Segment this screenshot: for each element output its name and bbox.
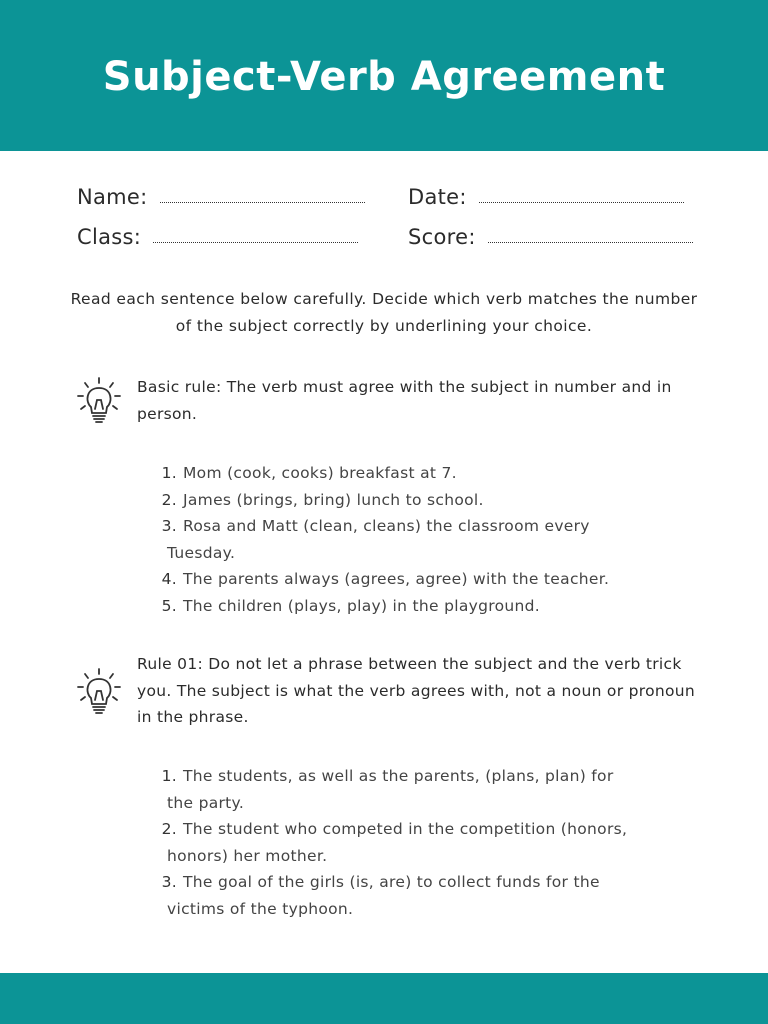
rule-01-text: Rule 01: Do not let a phrase between the subject and the verb trick you. The subject is what the verb agrees with, not a noun or pronoun in the phrase. <box>137 655 696 726</box>
instructions: Read each sentence below carefully. Decide which verb matches the number of the subject correctly by underlining your choice. <box>70 290 698 335</box>
list-item <box>155 460 715 487</box>
list-item <box>155 566 715 593</box>
class-label: Class: <box>77 225 142 249</box>
name-field[interactable] <box>77 185 365 209</box>
score-line[interactable] <box>488 241 693 243</box>
header-banner <box>0 0 768 151</box>
list-item <box>155 513 715 566</box>
item-text-continued: the party. <box>167 793 245 812</box>
item-text: The students, as well as the parents, (plans, plan) for <box>183 767 614 785</box>
page-title: Subject-Verb Agreement <box>102 53 666 100</box>
item-number: 2. <box>161 820 177 838</box>
item-number: 1. <box>161 464 177 482</box>
item-text: Rosa and Matt (clean, cleans) the classroom every <box>183 517 590 535</box>
item-text: Mom (cook, cooks) breakfast at 7. <box>183 464 457 482</box>
score-label: Score: <box>408 225 476 249</box>
item-number: 5. <box>161 596 177 615</box>
item-text: The goal of the girls (is, are) to collect funds for the <box>183 873 600 891</box>
item-number: 3. <box>161 873 177 891</box>
item-number: 4. <box>161 570 177 588</box>
item-number: 3. <box>161 517 177 535</box>
lightbulb-icon <box>76 376 122 426</box>
class-field[interactable] <box>77 225 358 249</box>
list-item <box>155 869 715 922</box>
list-item <box>155 593 715 620</box>
date-line[interactable] <box>479 201 684 203</box>
date-label: Date: <box>408 185 467 209</box>
exercise-list-2 <box>155 763 715 922</box>
item-text-continued: honors) her mother. <box>167 846 328 865</box>
name-line[interactable] <box>160 201 365 203</box>
list-item <box>155 816 715 869</box>
name-label: Name: <box>77 185 148 209</box>
item-number: 2. <box>161 490 177 509</box>
item-text: James (brings, bring) lunch to school. <box>183 490 484 509</box>
item-text-continued: victims of the typhoon. <box>167 899 354 918</box>
item-text-continued: Tuesday. <box>167 543 236 562</box>
basic-rule-text: Basic rule: The verb must agree with the subject in number and in person. <box>137 378 672 423</box>
score-field[interactable] <box>408 225 693 249</box>
exercise-list-1 <box>155 460 715 619</box>
item-text: The student who competed in the competition (honors, <box>183 820 628 838</box>
lightbulb-icon <box>76 667 122 717</box>
item-text: The children (plays, play) in the playground. <box>183 596 540 615</box>
class-line[interactable] <box>153 241 358 243</box>
footer-band <box>0 973 768 1024</box>
date-field[interactable] <box>408 185 684 209</box>
item-text: The parents always (agrees, agree) with the teacher. <box>183 570 610 588</box>
list-item <box>155 763 715 816</box>
list-item <box>155 487 715 514</box>
item-number: 1. <box>161 767 177 785</box>
